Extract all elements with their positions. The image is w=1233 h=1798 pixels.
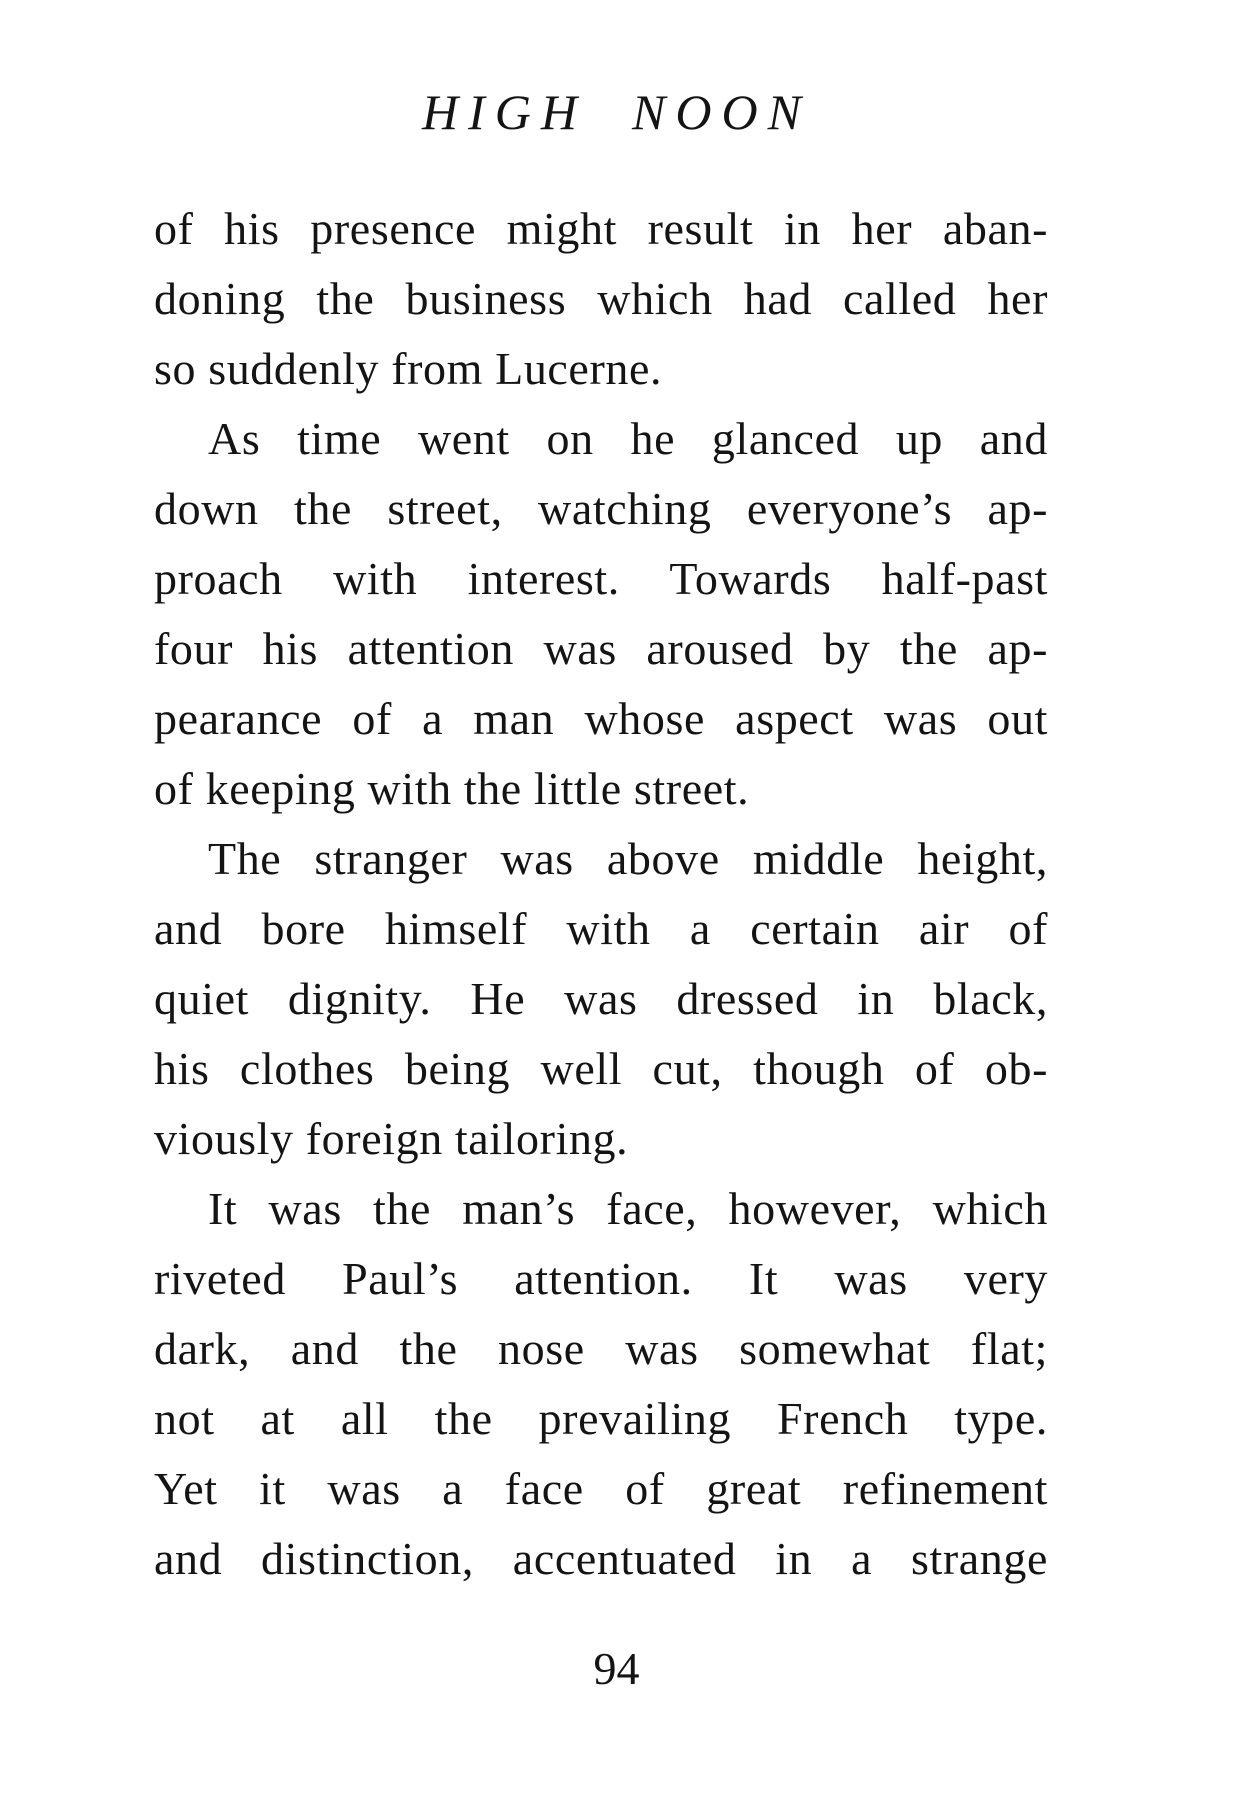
text-line: and distinction, accentuated in a strange xyxy=(154,1533,1048,1584)
text-line: riveted Paul’s attention. It was very xyxy=(154,1253,1048,1304)
text-line: It was the man’s face, however, which xyxy=(208,1183,1048,1234)
text-line: dark, and the nose was somewhat flat; xyxy=(154,1323,1048,1374)
page-number: 94 xyxy=(593,1643,640,1694)
text-line: of his presence might result in her aban- xyxy=(154,203,1048,254)
text-line: viously foreign tailoring. xyxy=(154,1113,629,1164)
running-head: HIGH NOON xyxy=(422,84,811,140)
text-line: four his attention was aroused by the ap- xyxy=(154,623,1048,674)
text-line: not at all the prevailing French type. xyxy=(154,1393,1048,1444)
text-line: down the street, watching everyone’s ap- xyxy=(154,483,1048,534)
text-line: so suddenly from Lucerne. xyxy=(154,343,663,394)
text-line: his clothes being well cut, though of ob- xyxy=(154,1043,1048,1094)
text-line: The stranger was above middle height, xyxy=(208,833,1048,884)
text-line: quiet dignity. He was dressed in black, xyxy=(154,973,1048,1024)
text-line: As time went on he glanced up and xyxy=(208,413,1048,464)
text-line: Yet it was a face of great refinement xyxy=(154,1463,1048,1514)
text-line: and bore himself with a certain air of xyxy=(154,903,1048,954)
text-line: doning the business which had called her xyxy=(154,273,1048,324)
text-line: of keeping with the little street. xyxy=(154,763,750,814)
text-line: pearance of a man whose aspect was out xyxy=(154,693,1048,744)
body-text xyxy=(154,194,1048,1594)
text-line: proach with interest. Towards half-past xyxy=(154,553,1048,604)
